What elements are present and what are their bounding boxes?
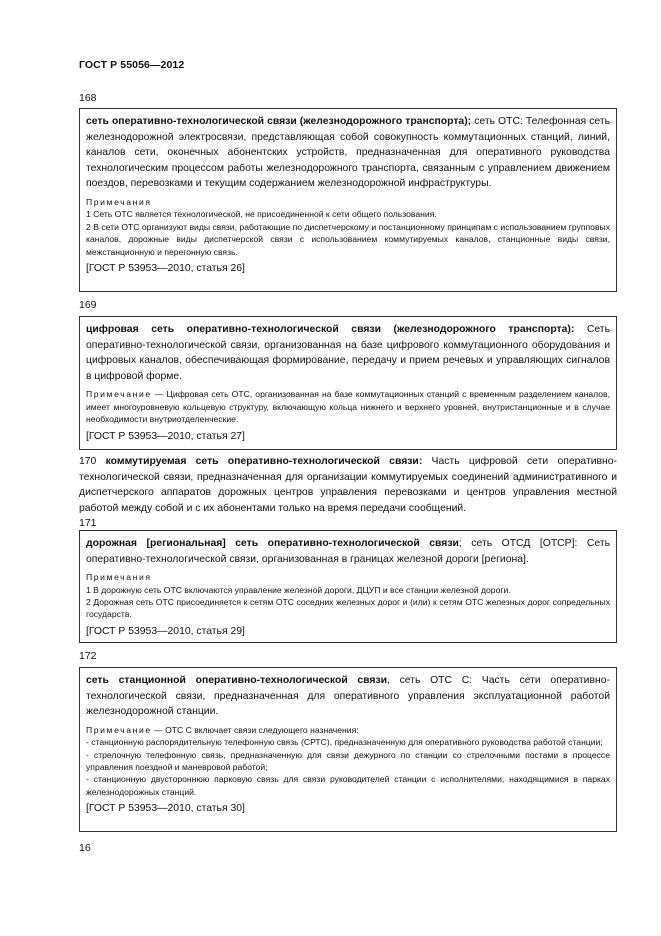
- reference-171: [ГОСТ Р 53953—2010, статья 29]: [86, 625, 245, 637]
- note-171-1: 1 В дорожную сеть ОТС включаются управление железной дороги, ДЦУП и все станции железной дороги.: [86, 584, 511, 595]
- term-169: цифровая сеть оперативно-технологической связи (железнодорожного транспорта):: [86, 324, 575, 335]
- note-172-item-3: - станционную двустороннюю парковую связь для связи руководителей станции с исполнителями, находящимися в парках железнодорожных станций.: [86, 774, 610, 797]
- entry-170: [79, 454, 617, 516]
- term-170: коммутируемая сеть оперативно-технологической связи:: [105, 456, 423, 467]
- definition-171: [86, 536, 610, 567]
- definition-169: [86, 322, 610, 384]
- definition-text-171: ; сеть ОТСД [ОТСР]: Сеть оперативно-технологической связи, организованная в границах железной дороги [региона].: [86, 538, 610, 565]
- note-168-1: 1 Сеть ОТС является технологической, не присоединенной к сети общего пользования.: [86, 209, 437, 220]
- note-172-item-2: - стрелочную телефонную связь, предназначенную для связи дежурного по станции со стрелочными постами в процессе управления поездной и маневровой работой;: [86, 749, 610, 772]
- definition-168: [86, 114, 610, 192]
- definition-text-172: , сеть ОТС С: Часть сети оперативно-технологической связи, предназначенная для оперативного управления эксплуатационной работой железнодорожной станции.: [86, 675, 610, 718]
- note-171-2: 2 Дорожная сеть ОТС присоединяется к сетям ОТС соседних железных дорог и (или) к сетям ОТС железных дорог сопредельных государств.: [86, 597, 610, 620]
- entry-number-171: 171: [79, 517, 97, 529]
- definition-text-170: Часть цифровой сети оперативно-технологической связи, предназначенная для организации коммутируемых соединений административного и диспетчерского аппаратов дорожных центров управления перевозками и центров управления местной работой между собой и с их абонентами только на время передачи сообщений.: [79, 456, 618, 514]
- definition-172: [86, 673, 610, 720]
- definition-text-169: Сеть оперативно-технологической связи, организованная на базе цифрового коммутационного оборудования и цифровых каналов, обеспечивающая формирование, передачу и прием речевых и управляющих сигналов в цифровой форме.: [86, 324, 610, 382]
- entry-number-168: 168: [79, 92, 97, 104]
- notes-title-168: Примечания: [86, 196, 152, 207]
- note-169: [86, 388, 610, 425]
- entry-box-172: [79, 667, 617, 832]
- entry-number-170: 170: [79, 456, 97, 467]
- note-text-169: — Цифровая сеть ОТС, организованная на базе коммутационных станций с временным разделением каналов, имеет многоуровневую кольцевую структуру, включающую кольца нижнего и верхнего уровней, внутристанционные и в случае необходимости внутриотделенческие.: [86, 389, 610, 425]
- term-168: сеть оперативно-технологической связи (железнодорожного транспорта);: [86, 116, 472, 127]
- reference-168: [ГОСТ Р 53953—2010, статья 26]: [86, 263, 245, 274]
- term-172: сеть станционной оперативно-технологической связи: [86, 675, 388, 686]
- term-171: дорожная [региональная] сеть оперативно-технологической связи: [86, 538, 459, 549]
- entry-box-168: [79, 108, 617, 292]
- entry-number-169: 169: [79, 299, 97, 311]
- notes-title-171: Примечания: [86, 572, 152, 583]
- notes-171: [86, 571, 610, 621]
- standard-header: ГОСТ Р 55056—2012: [79, 59, 185, 71]
- entry-box-171: [79, 530, 617, 643]
- page-number: 16: [79, 842, 91, 854]
- note-172-item-1: - станционную распорядительную телефонную связь (СРТС), предназначенную для оперативного руководства работой станции;: [86, 737, 603, 748]
- note-label-172: Примечание: [86, 724, 152, 735]
- note-label-169: Примечание: [86, 389, 152, 400]
- note-172: [86, 724, 610, 798]
- entry-box-169: [79, 316, 617, 450]
- note-168-2: 2 В сети ОТС организуют виды связи, работающие по диспетчерскому и постанционному принципам с использованием групповых каналов, дорожные виды диспетчерской связи с использованием коммутируемых каналов, станционные виды связи, межстанционную и перегонную связь.: [86, 221, 610, 257]
- reference-172: [ГОСТ Р 53953—2010, статья 30]: [86, 803, 245, 815]
- note-text-172: — ОТС С включает связи следующего назначения:: [151, 724, 359, 735]
- reference-169: [ГОСТ Р 53953—2010, статья 27]: [86, 430, 245, 442]
- notes-168: [86, 196, 610, 258]
- entry-number-172: 172: [79, 650, 97, 662]
- definition-text-168: сеть ОТС: Телефонная сеть железнодорожной электросвязи, представляющая собой совокупность коммутационных станций, линий, каналов сети, оконечных абонентских устройств, предназначенная для оперативного руководства технологическим процессом работы железнодорожного транспорта, связанным с управлением движением поездов, перевозками и текущим содержанием железнодорожной инфраструктуры.: [86, 116, 610, 190]
